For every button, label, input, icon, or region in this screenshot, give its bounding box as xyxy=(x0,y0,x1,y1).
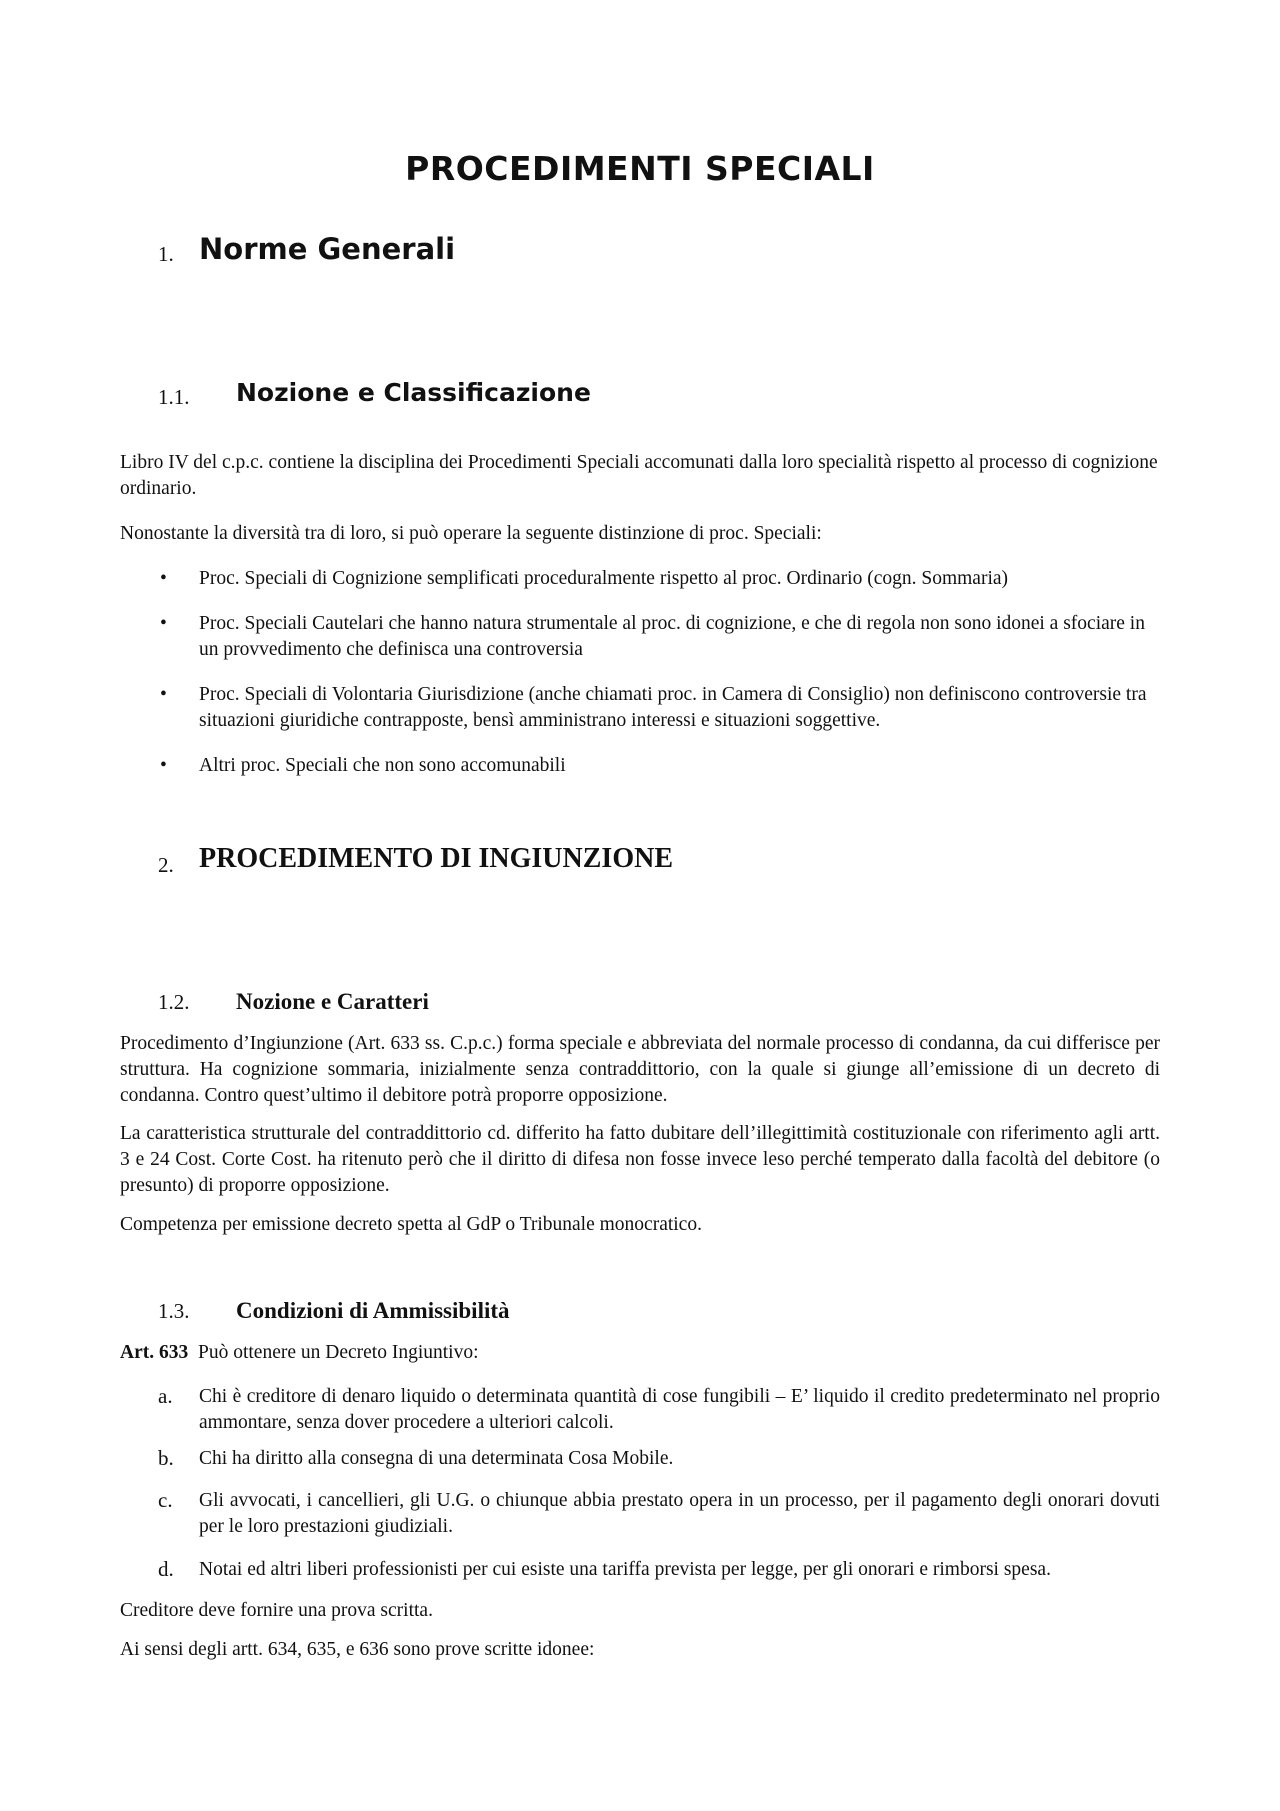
list-item: Chi ha diritto alla consegna di una determinata Cosa Mobile. xyxy=(199,1448,674,1469)
document-title: PROCEDIMENTI SPECIALI xyxy=(405,149,875,188)
list-letter: b. xyxy=(158,1446,174,1470)
section-number: 1. xyxy=(158,242,174,266)
list-item: Proc. Speciali di Cognizione semplificati proceduralmente rispetto al proc. Ordinario (cogn. Sommaria) xyxy=(199,568,1009,589)
list-item: Notai ed altri liberi professionisti per cui esiste una tariffa prevista per legge, per gli onorari e rimborsi spesa. xyxy=(199,1559,1051,1580)
subsection-heading: Nozione e Classificazione xyxy=(236,378,591,407)
section-number: 2. xyxy=(158,853,174,877)
bullet-icon: • xyxy=(160,755,167,776)
paragraph: Competenza per emissione decreto spetta al GdP o Tribunale monocratico. xyxy=(120,1214,702,1235)
paragraph: Ai sensi degli artt. 634, 635, e 636 sono prove scritte idonee: xyxy=(120,1639,595,1660)
subsection-heading: Nozione e Caratteri xyxy=(236,989,429,1014)
bullet-icon: • xyxy=(160,684,167,705)
subsection-number: 1.2. xyxy=(158,990,190,1014)
list-letter: c. xyxy=(158,1488,173,1512)
paragraph: La caratteristica strutturale del contraddittorio cd. differito ha fatto dubitare dell’illegittimità costituzionale con riferimento agli artt. 3 e 24 Cost. Corte Cost. ha ritenuto però che il diritto di difesa non fosse invece leso perché temperato dalla facoltà del debitore (o presunto) di proporre opposizione. xyxy=(120,1123,1160,1196)
bullet-icon: • xyxy=(160,613,167,634)
subsection-number: 1.3. xyxy=(158,1299,190,1323)
list-letter: d. xyxy=(158,1557,174,1581)
subsection-number: 1.1. xyxy=(158,385,190,409)
paragraph: Procedimento d’Ingiunzione (Art. 633 ss. C.p.c.) forma speciale e abbreviata del normale processo di condanna, da cui differisce per struttura. Ha cognizione sommaria, inizialmente senza contraddittorio, con la quale si giunge all’emissione di un decreto di condanna. Contro quest’ultimo il debitore potrà proporre opposizione. xyxy=(120,1033,1160,1106)
section-heading: Norme Generali xyxy=(199,232,456,266)
list-item: Proc. Speciali di Volontaria Giurisdizione (anche chiamati proc. in Camera di Consiglio) non definiscono controversie tra situazioni giuridiche contrapposte, bensì amministrano interessi e situazioni soggettive. xyxy=(199,684,1147,731)
paragraph: Creditore deve fornire una prova scritta. xyxy=(120,1600,433,1621)
list-item: Chi è creditore di denaro liquido o determinata quantità di cose fungibili – E’ liquido il credito predeterminato nel proprio ammontare, senza dover procedere a ulteriori calcoli. xyxy=(199,1386,1160,1433)
list-item: Altri proc. Speciali che non sono accomunabili xyxy=(199,755,566,776)
article-intro xyxy=(120,1340,1160,1366)
list-item: Proc. Speciali Cautelari che hanno natura strumentale al proc. di cognizione, e che di regola non sono idonei a sfociare in un provvedimento che definisca una controversia xyxy=(199,613,1145,660)
article-intro-text: Può ottenere un Decreto Ingiuntivo: xyxy=(188,1342,479,1363)
subsection-heading: Condizioni di Ammissibilità xyxy=(236,1298,510,1323)
article-ref: Art. 633 xyxy=(120,1342,189,1363)
list-letter: a. xyxy=(158,1384,173,1408)
paragraph: Libro IV del c.p.c. contiene la disciplina dei Procedimenti Speciali accomunati dalla loro specialità rispetto al processo di cognizione ordinario. xyxy=(120,452,1158,499)
paragraph: Nonostante la diversità tra di loro, si può operare la seguente distinzione di proc. Speciali: xyxy=(120,523,822,544)
section-heading: PROCEDIMENTO DI INGIUNZIONE xyxy=(199,843,673,874)
list-item: Gli avvocati, i cancellieri, gli U.G. o chiunque abbia prestato opera in un processo, per il pagamento degli onorari dovuti per le loro prestazioni giudiziali. xyxy=(199,1490,1160,1537)
bullet-icon: • xyxy=(160,568,167,589)
